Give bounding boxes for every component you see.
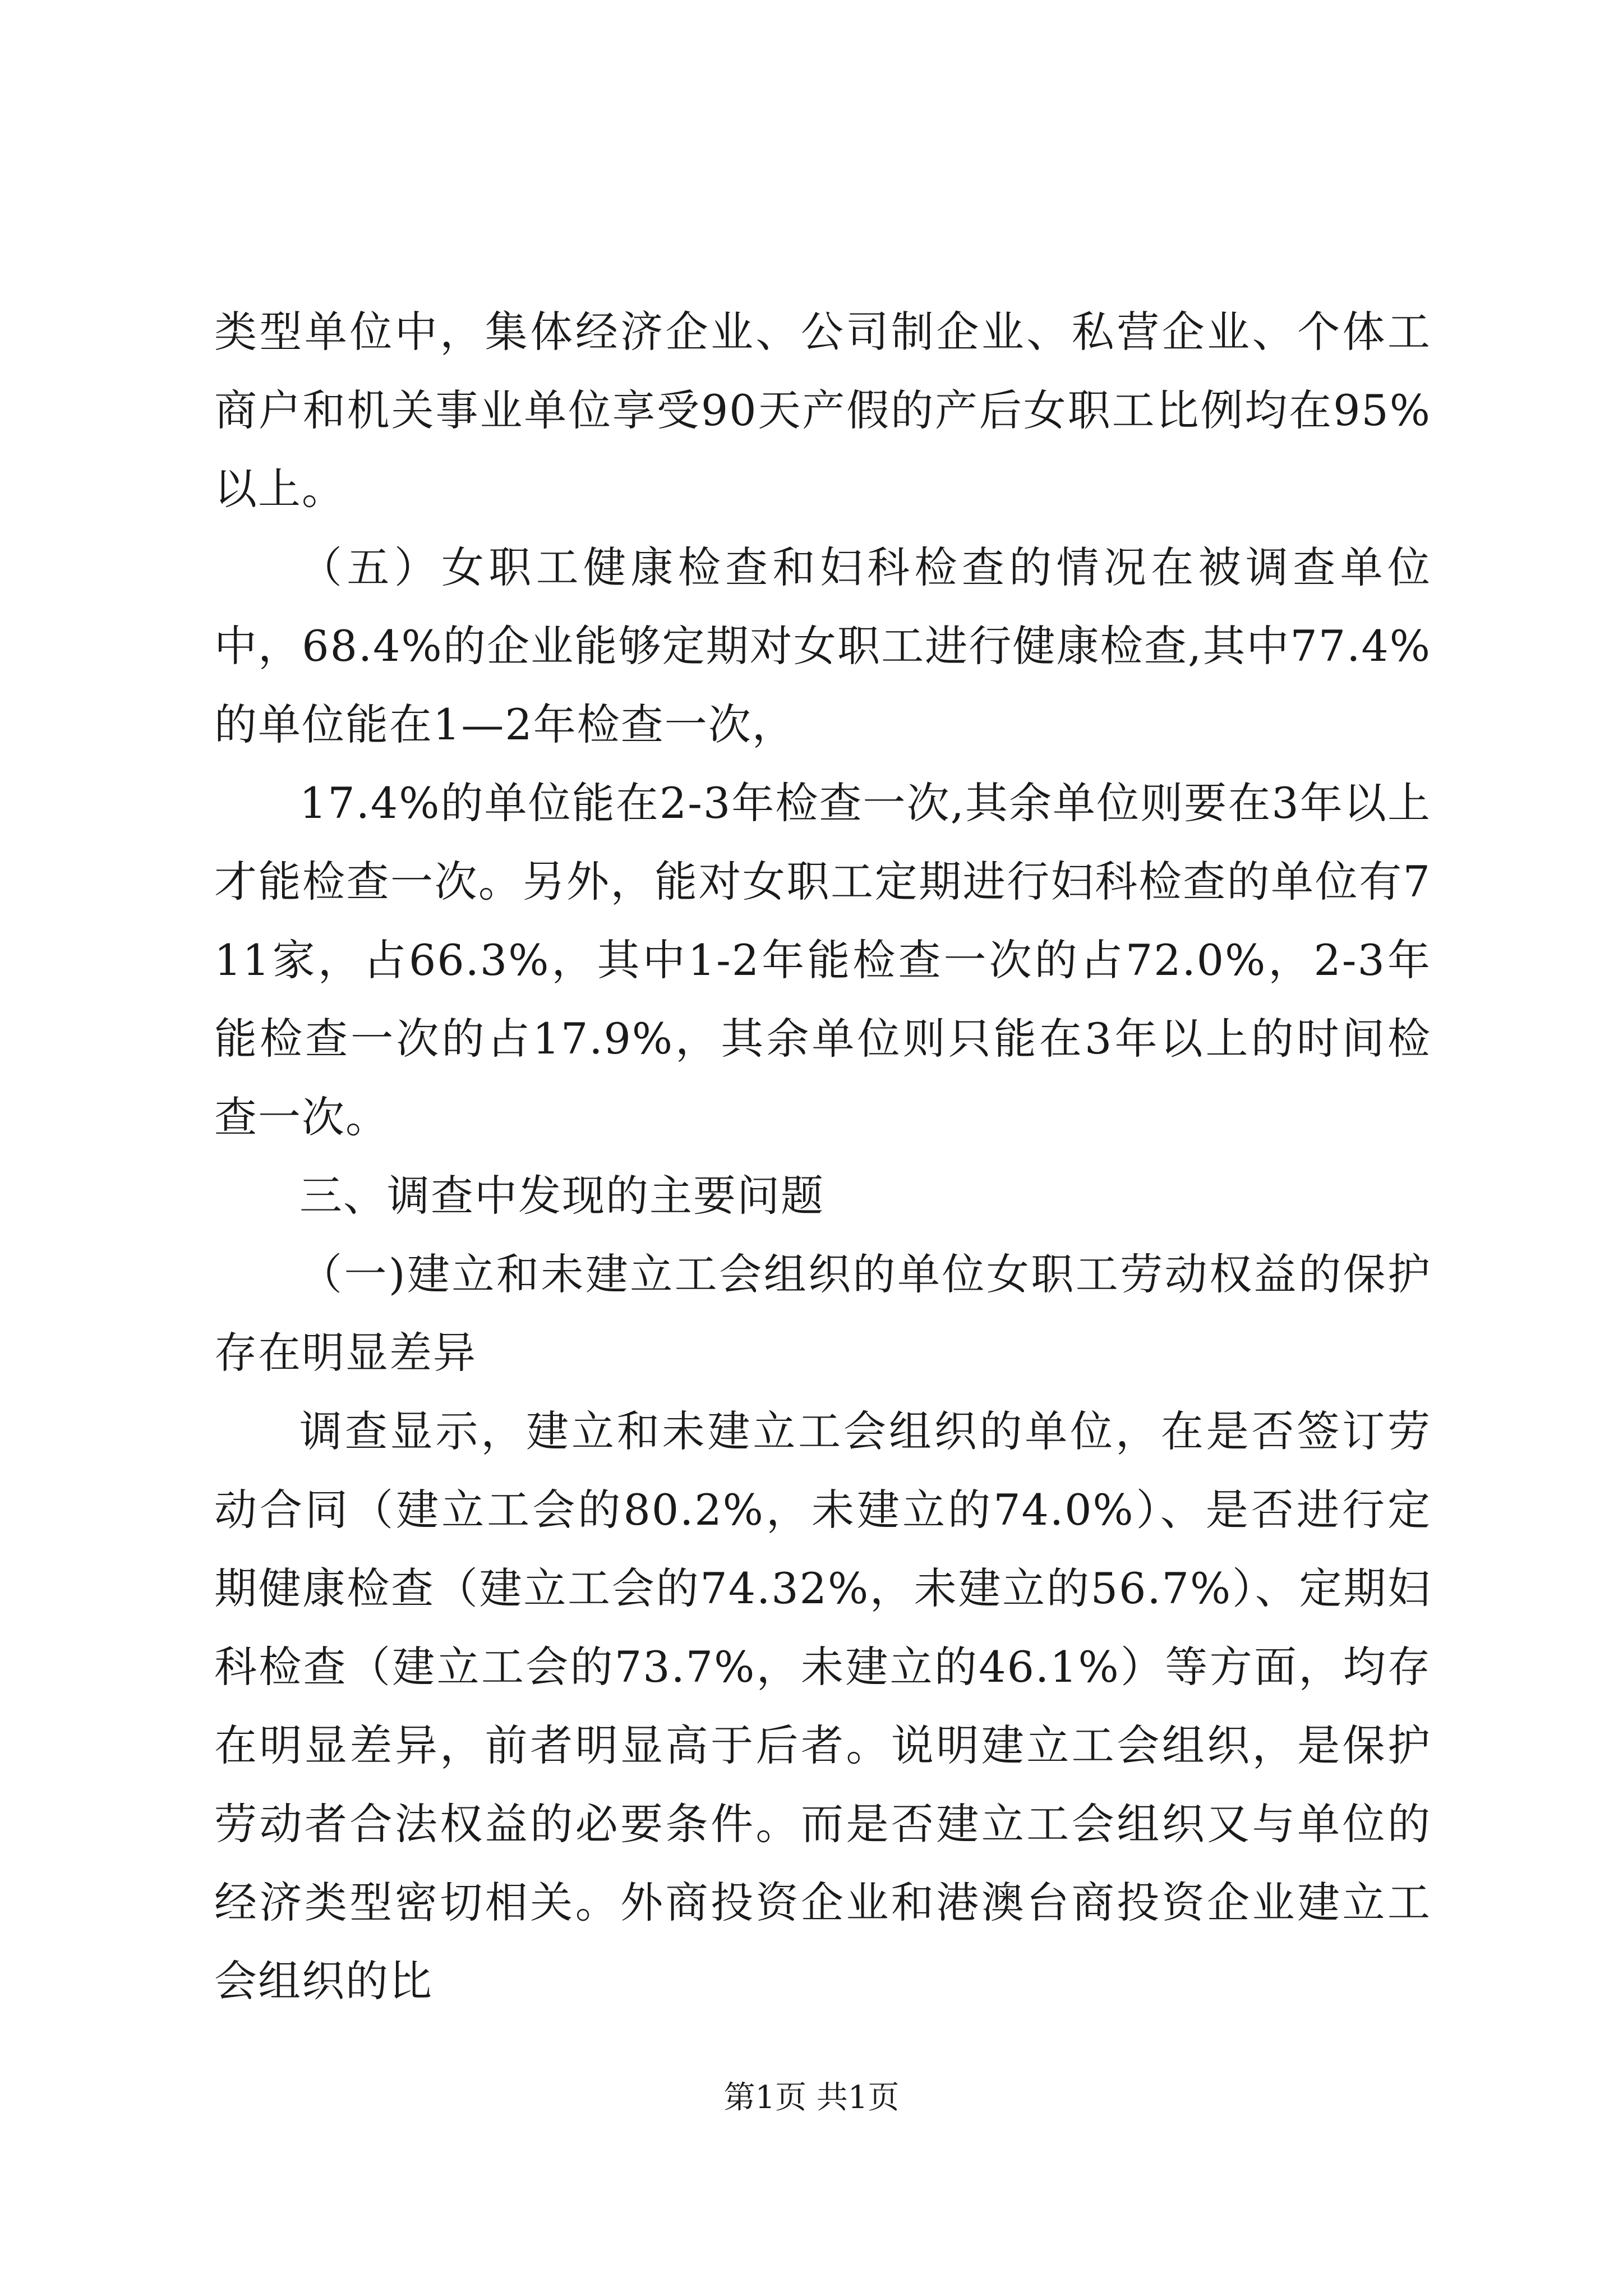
- subsection-heading-one: （一)建立和未建立工会组织的单位女职工劳动权益的保护存在明显差异: [214, 1249, 1431, 1378]
- paragraph-section-five: （五）女职工健康检查和妇科检查的情况在被调查单位中，68.4%的企业能够定期对女职工进行健康检查,其中77.4%的单位能在1—2年检查一次，: [214, 542, 1431, 749]
- paragraph-survey-findings: 调查显示，建立和未建立工会组织的单位，在是否签订劳动合同（建立工会的80.2%，未建立的74.0%）、是否进行定期健康检查（建立工会的74.32%，未建立的56.7%）、定期妇科检查（建立工会的73.7%，未建立的46.1%）等方面，均存在明显差异，前者明显高于后者。说明建立工会组织，是保护劳动者合法权益的必要条件。而是否建立工会组织又与单位的经济类型密切相关。外商投资企业和港澳台商投资企业建立工会组织的比: [214, 1406, 1431, 2006]
- document-body: [214, 293, 1431, 2021]
- section-heading-main-problems: 三、调查中发现的主要问题: [299, 1171, 824, 1221]
- paragraph-continuation: 类型单位中，集体经济企业、公司制企业、私营企业、个体工商户和机关事业单位享受90天产假的产后女职工比例均在95%以上。: [214, 307, 1431, 514]
- paragraph-exam-stats: 17.4%的单位能在2-3年检查一次,其余单位则要在3年以上才能检查一次。另外，能对女职工定期进行妇科检查的单位有711家，占66.3%，其中1-2年能检查一次的占72.0%，2-3年能检查一次的占17.9%，其余单位则只能在3年以上的时间检查一次。: [214, 778, 1431, 1142]
- page-footer: 第1页 共1页: [723, 2079, 900, 2116]
